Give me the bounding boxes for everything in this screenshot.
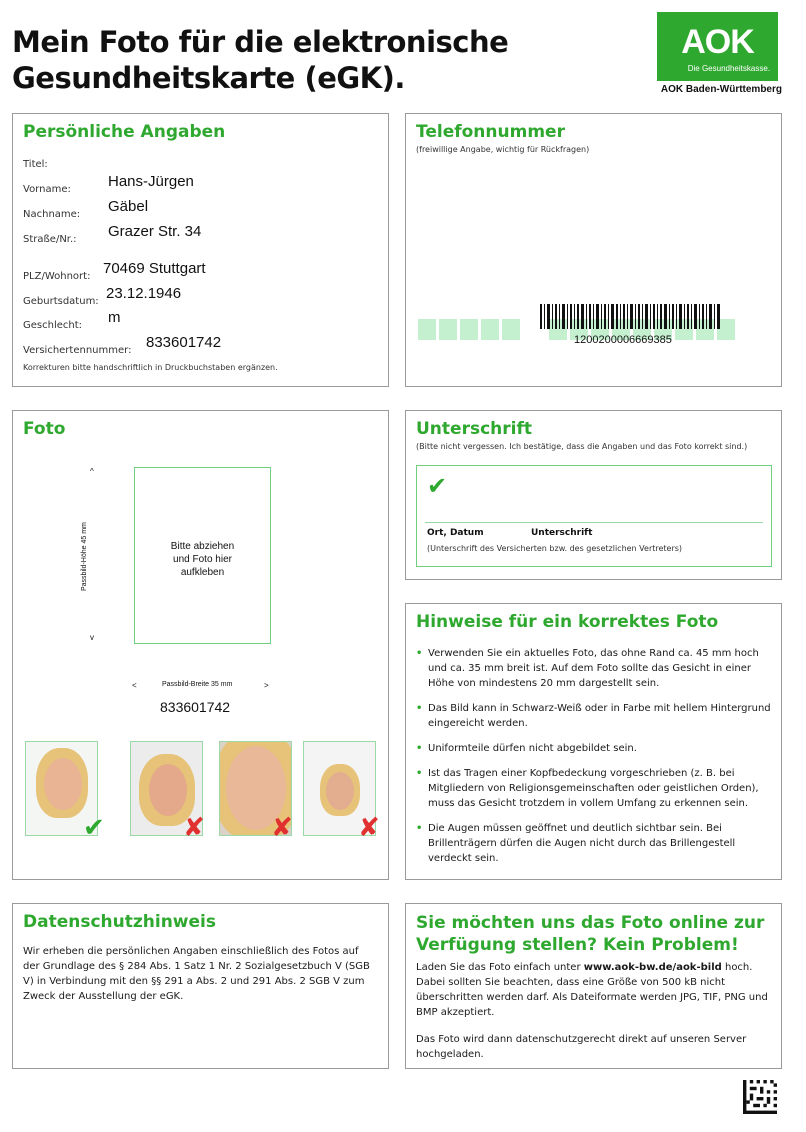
aok-logo [657,12,778,81]
photo-insurance-number: 833601742 [160,699,231,715]
signature-note: (Bitte nicht vergessen. Ich bestätige, dass die Angaben und das Foto korrekt sind.) [416,442,748,451]
personal-heading: Persönliche Angaben [23,122,226,142]
height-arrow-down-icon: v [90,633,94,642]
page-title [12,24,508,96]
field-lastname [23,198,149,221]
logo-tagline: Die Gesundheitskasse. [687,64,770,73]
online-text-post: hoch. Dabei sollten Sie beachten, dass eine Größe von 500 kB nicht überschritten werden darf. Als Dateiformate werden JPG, TIF, PNG und BMP akzeptiert. [416,962,768,1018]
online-heading [416,912,764,956]
photo-height-label: Passbild-Höhe 45 mm [81,522,88,591]
hint-item: • Die Augen müssen geöffnet und deutlich sichtbar sein. Bei Brillenträgern dürfen die Augen nicht durch das Brillengestell verdeckt sein. [416,821,776,866]
field-label: Versichertennummer: [23,345,132,356]
digit-cell[interactable] [502,319,520,340]
hints-section [405,603,782,880]
photo-width-label: Passbild-Breite 35 mm [162,681,233,688]
digit-cell[interactable] [418,319,436,340]
online-text [416,960,774,1020]
photo-placeholder-frame[interactable] [134,467,271,644]
signature-heading: Unterschrift [416,419,532,439]
height-arrow-up-icon: ^ [90,467,94,476]
face-shape [44,758,82,810]
hint-item: • Ist das Tragen einer Kopfbedeckung vorgeschrieben (z. B. bei Mitgliedern von Religionsgemeinschaften oder geistlichen Orden), muss das Gesicht trotzdem in vollem Umfang zu erkennen sein. [416,766,776,811]
width-arrow-left-icon: < [132,681,137,690]
logo-region: AOK Baden-Württemberg [660,84,782,95]
online-text-pre: Laden Sie das Foto einfach unter [416,962,584,973]
signature-check-icon: ✔ [427,472,448,500]
online-heading-line: Verfügung stellen? Kein Problem! [416,935,739,955]
field-value: Gäbel [108,198,149,215]
field-label: PLZ/Wohnort: [23,271,91,282]
digit-cell[interactable] [460,319,478,340]
online-heading-line: Sie möchten uns das Foto online zur [416,913,765,933]
privacy-text: Wir erheben die persönlichen Angaben einschließlich des Fotos auf der Grundlage des § 284 Abs. 1 Satz 1 Nr. 2 Sozialgesetzbuch V (SGB V) in Verbindung mit den §§ 291 a Abs. 2 und 291 Abs. 2 SGB V zum Zweck der Ausstellung der eGK. [23,946,370,1002]
hint-item: • Uniformteile dürfen nicht abgebildet sein. [416,741,776,756]
signature-label: Unterschrift [531,528,593,538]
phone-heading: Telefonnummer [416,122,565,142]
hint-item: • Das Bild kann in Schwarz-Weiß oder in Farbe mit hellem Hintergrund eingereicht werden. [416,701,776,731]
field-label: Nachname: [23,209,81,220]
width-arrow-right-icon: > [264,681,269,690]
wrong-cross-icon: ✘ [271,813,293,843]
field-value: 833601742 [146,334,222,351]
field-label: Geschlecht: [23,320,83,331]
field-gender [23,309,121,332]
digit-cell[interactable] [439,319,457,340]
signature-section [405,410,782,580]
signature-sub-note: (Unterschrift des Versicherten bzw. des gesetzlichen Vertreters) [427,544,683,553]
field-firstname [23,173,194,196]
datamatrix-code-icon [743,1080,777,1114]
field-label: Vorname: [23,184,71,195]
field-street [23,223,202,246]
online-text-2: Das Foto wird dann datenschutzgerecht direkt auf unseren Server hochgeladen. [416,1034,747,1060]
upload-link[interactable]: www.aok-bw.de/aok-bild [583,962,722,973]
wrong-cross-icon: ✘ [183,813,205,843]
title-line-2: Gesundheitskarte (eGK). [12,61,405,95]
hints-list [416,646,776,876]
field-label: Straße/Nr.: [23,234,77,245]
field-value: m [108,309,121,326]
hints-heading: Hinweise für ein korrektes Foto [416,612,719,632]
privacy-heading: Datenschutzhinweis [23,912,216,932]
photo-frame-line: und Foto hier [173,554,232,565]
field-label: Titel: [23,159,48,170]
field-label: Geburtsdatum: [23,296,99,307]
photo-section [12,410,389,880]
privacy-section [12,903,389,1069]
field-value: Hans-Jürgen [108,173,194,190]
signature-line [425,522,763,523]
personal-note: Korrekturen bitte handschriftlich in Druckbuchstaben ergänzen. [23,363,278,372]
barcode-number: 1200200006669385 [574,334,672,346]
place-date-label: Ort, Datum [427,528,484,538]
photo-frame-line: aufkleben [180,567,225,578]
online-section [405,903,782,1069]
field-value: 23.12.1946 [106,285,182,302]
photo-frame-line: Bitte abziehen [170,541,235,552]
wrong-cross-icon: ✘ [358,813,380,843]
correct-check-icon: ✔ [83,813,105,843]
field-insurance-number [23,334,222,357]
field-value: Grazer Str. 34 [108,223,202,240]
field-birthdate [23,285,182,308]
digit-cell[interactable] [481,319,499,340]
barcode-graphic [540,304,720,329]
title-line-1: Mein Foto für die elektronische [12,25,509,59]
field-title [23,152,48,171]
face-shape [326,772,354,810]
phone-note: (freiwillige Angabe, wichtig für Rückfragen) [416,145,590,154]
field-value: 70469 Stuttgart [103,260,206,277]
signature-field[interactable] [416,465,772,567]
personal-section [12,113,389,387]
logo-text: AOK [681,23,754,61]
hint-item: • Verwenden Sie ein aktuelles Foto, das ohne Rand ca. 45 mm hoch und ca. 35 mm breit ist. Auf dem Foto sollte das Gesicht in einer Höhe von mindestens 20 mm dargestellt sein. [416,646,776,691]
face-shape [149,764,187,816]
phone-section [405,113,782,387]
field-city [23,260,206,283]
photo-frame-text [135,540,270,579]
photo-heading: Foto [23,419,66,439]
